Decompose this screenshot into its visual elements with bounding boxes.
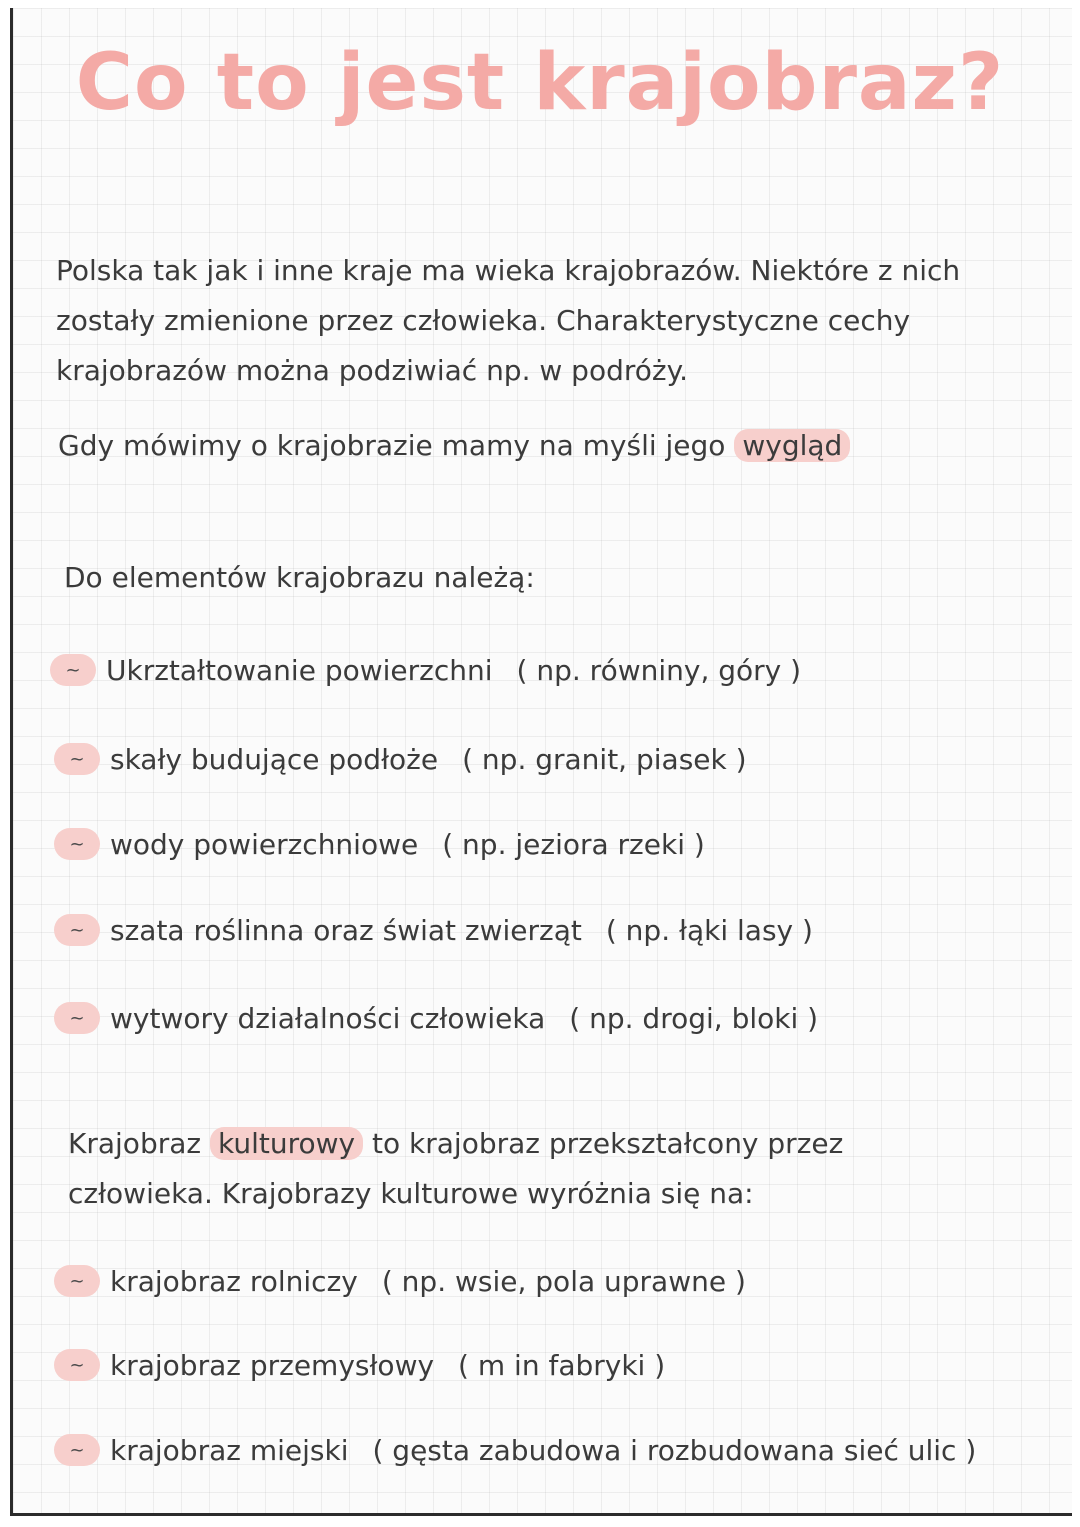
cultural-item-3 xyxy=(54,1428,976,1472)
element-label: szata roślinna oraz świat zwierząt xyxy=(110,913,582,947)
tilde-bullet-icon: ~ xyxy=(54,1265,100,1297)
cultural-suffix: to krajobraz przekształcony przez xyxy=(372,1127,844,1160)
cultural-example: ( m in fabryki ) xyxy=(458,1348,666,1382)
element-item-2 xyxy=(54,737,747,781)
intro-paragraph xyxy=(56,246,1046,396)
cultural-label: krajobraz rolniczy xyxy=(110,1264,358,1298)
tilde-bullet-icon: ~ xyxy=(50,654,96,686)
appearance-text: Gdy mówimy o krajobrazie mamy na myśli jego xyxy=(58,429,726,462)
element-label: wytwory działalności człowieka xyxy=(110,1001,546,1035)
cultural-prefix: Krajobraz xyxy=(68,1127,202,1160)
element-label: wody powierzchniowe xyxy=(110,827,419,861)
element-example: ( np. jeziora rzeki ) xyxy=(442,827,705,861)
cultural-example: ( np. wsie, pola uprawne ) xyxy=(381,1264,746,1298)
cultural-label: krajobraz przemysłowy xyxy=(110,1348,435,1382)
tilde-bullet-icon: ~ xyxy=(54,743,100,775)
cultural-item-2 xyxy=(54,1343,665,1387)
cultural-example: ( gęsta zabudowa i rozbudowana sieć ulic ) xyxy=(372,1433,977,1467)
element-example: ( np. drogi, bloki ) xyxy=(569,1001,819,1035)
cultural-line-2: człowieka. Krajobrazy kulturowe wyróżnia się na: xyxy=(68,1177,754,1210)
element-item-4 xyxy=(54,908,813,952)
intro-line-3: krajobrazów można podziwiać np. w podróży. xyxy=(56,354,689,387)
element-example: ( np. równiny, góry ) xyxy=(516,653,802,687)
appearance-sentence xyxy=(58,421,850,471)
cultural-label: krajobraz miejski xyxy=(110,1433,349,1467)
highlight-wyglad: wygląd xyxy=(734,429,850,462)
page-title: Co to jest krajobraz? xyxy=(75,38,1005,128)
highlight-kulturowy: kulturowy xyxy=(210,1127,363,1160)
element-label: Ukrztałtowanie powierzchni xyxy=(106,653,493,687)
intro-line-2: zostały zmienione przez człowieka. Charakterystyczne cechy xyxy=(56,304,911,337)
element-item-3 xyxy=(54,822,705,866)
intro-line-1: Polska tak jak i inne kraje ma wieka krajobrazów. Niektóre z nich xyxy=(56,254,961,287)
element-example: ( np. łąki lasy ) xyxy=(605,913,813,947)
tilde-bullet-icon: ~ xyxy=(54,1434,100,1466)
tilde-bullet-icon: ~ xyxy=(54,828,100,860)
tilde-bullet-icon: ~ xyxy=(54,1349,100,1381)
tilde-bullet-icon: ~ xyxy=(54,1002,100,1034)
cultural-paragraph xyxy=(68,1119,1048,1219)
cultural-item-1 xyxy=(54,1259,746,1303)
element-label: skały budujące podłoże xyxy=(110,742,439,776)
element-item-1 xyxy=(50,648,801,692)
elements-heading: Do elementów krajobrazu należą: xyxy=(64,561,535,594)
tilde-bullet-icon: ~ xyxy=(54,914,100,946)
element-item-5 xyxy=(54,996,818,1040)
element-example: ( np. granit, piasek ) xyxy=(462,742,747,776)
